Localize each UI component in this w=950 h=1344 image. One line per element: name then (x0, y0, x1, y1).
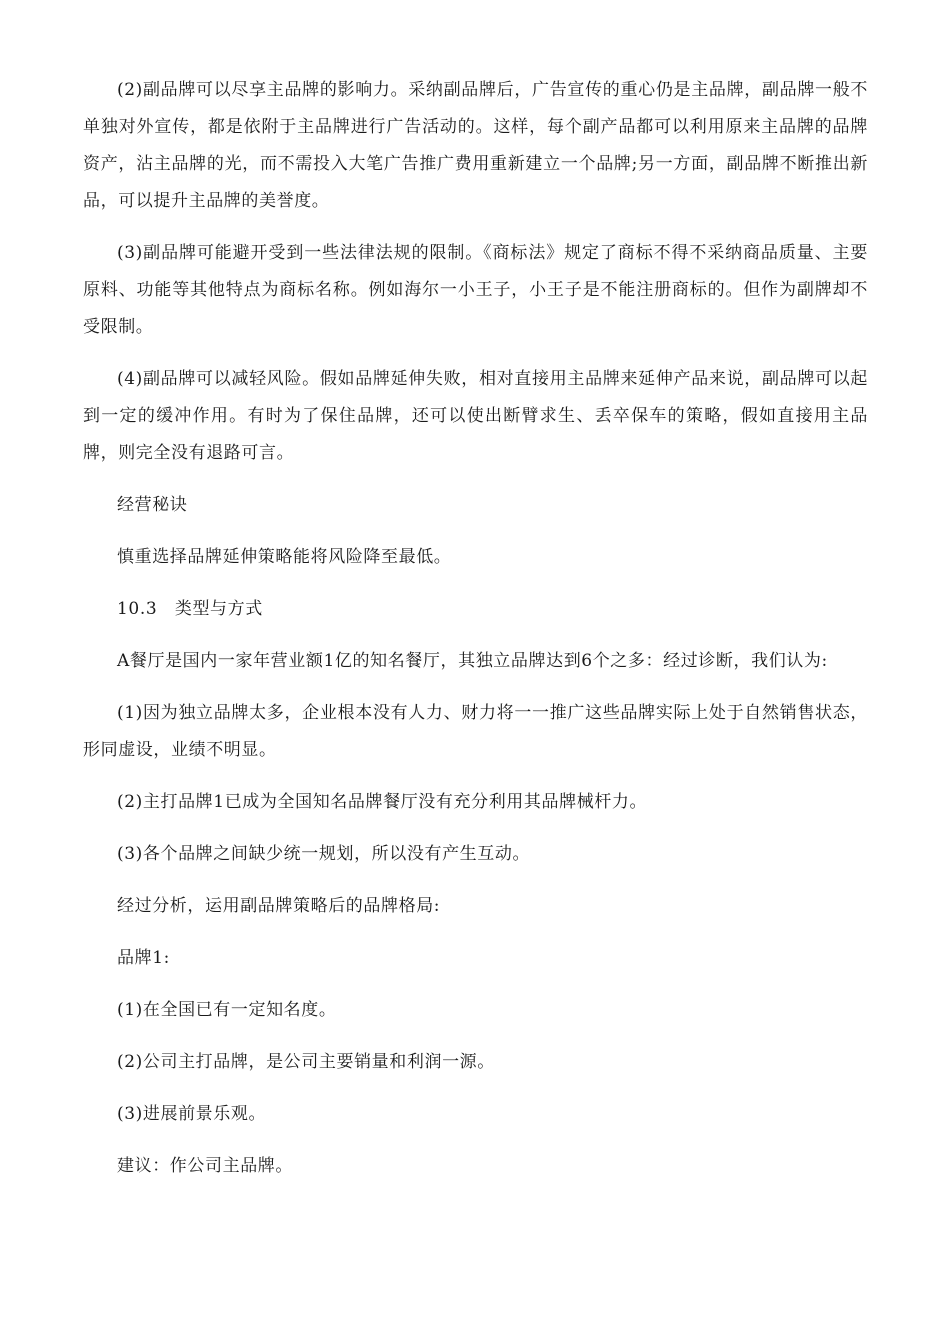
paragraph-brand-1-suggestion: 建议：作公司主品牌。 (117, 1156, 293, 1176)
paragraph-diagnosis-1: (1)因为独立品牌太多，企业根本没有人力、财力将一一推广这些品牌实际上处于自然销售状态，形同虚设，业绩不明显。 (83, 703, 868, 760)
paragraph-advantage-4: (4)副品牌可以减轻风险。假如品牌延伸失败，相对直接用主品牌来延伸产品来说，副品牌可以起到一定的缓冲作用。有时为了保住品牌，还可以使出断臂求生、丢卒保车的策略，假如直接用主品牌，则完全没有退路可言。 (83, 369, 868, 463)
paragraph-analysis: 经过分析，运用副品牌策略后的品牌格局: (117, 896, 441, 916)
section-heading-10-3: 10.3 类型与方式 (117, 599, 263, 619)
paragraph-advantage-2: (2)副品牌可以尽享主品牌的影响力。采纳副品牌后，广告宣传的重心仍是主品牌，副品牌一般不单独对外宣传，都是依附于主品牌进行广告活动的。这样，每个副产品都可以利用原来主品牌的品牌资产，沾主品牌的光，而不需投入大笔广告推广费用重新建立一个品牌;另一方面，副品牌不断推出新品，可以提升主品牌的美誉度。 (83, 80, 868, 211)
paragraph-advantage-3: (3)副品牌可能避开受到一些法律法规的限制。《商标法》规定了商标不得不采纳商品质量、主要原料、功能等其他特点为商标名称。例如海尔一小王子，小王子是不能注册商标的。但作为副牌却不受限制。 (83, 243, 868, 337)
paragraph-brand-1-point-1: (1)在全国已有一定知名度。 (117, 1000, 337, 1020)
paragraph-brand-1-point-3: (3)进展前景乐观。 (117, 1104, 267, 1124)
paragraph-diagnosis-2: (2)主打品牌1已成为全国知名品牌餐厅没有充分利用其品牌械杆力。 (117, 792, 648, 812)
document-body (83, 72, 868, 1185)
paragraph-tip: 慎重选择品牌延伸策略能将风险降至最低。 (117, 547, 452, 567)
section-heading-tips: 经营秘诀 (117, 495, 188, 515)
paragraph-diagnosis-3: (3)各个品牌之间缺少统一规划，所以没有产生互动。 (117, 844, 531, 864)
paragraph-brand-1-point-2: (2)公司主打品牌，是公司主要销量和利润一源。 (117, 1052, 495, 1072)
paragraph-brand-1-label: 品牌1: (117, 948, 170, 968)
paragraph-case-intro: A餐厅是国内一家年营业额1亿的知名餐厅，其独立品牌达到6个之多：经过诊断，我们认为: (117, 651, 828, 671)
